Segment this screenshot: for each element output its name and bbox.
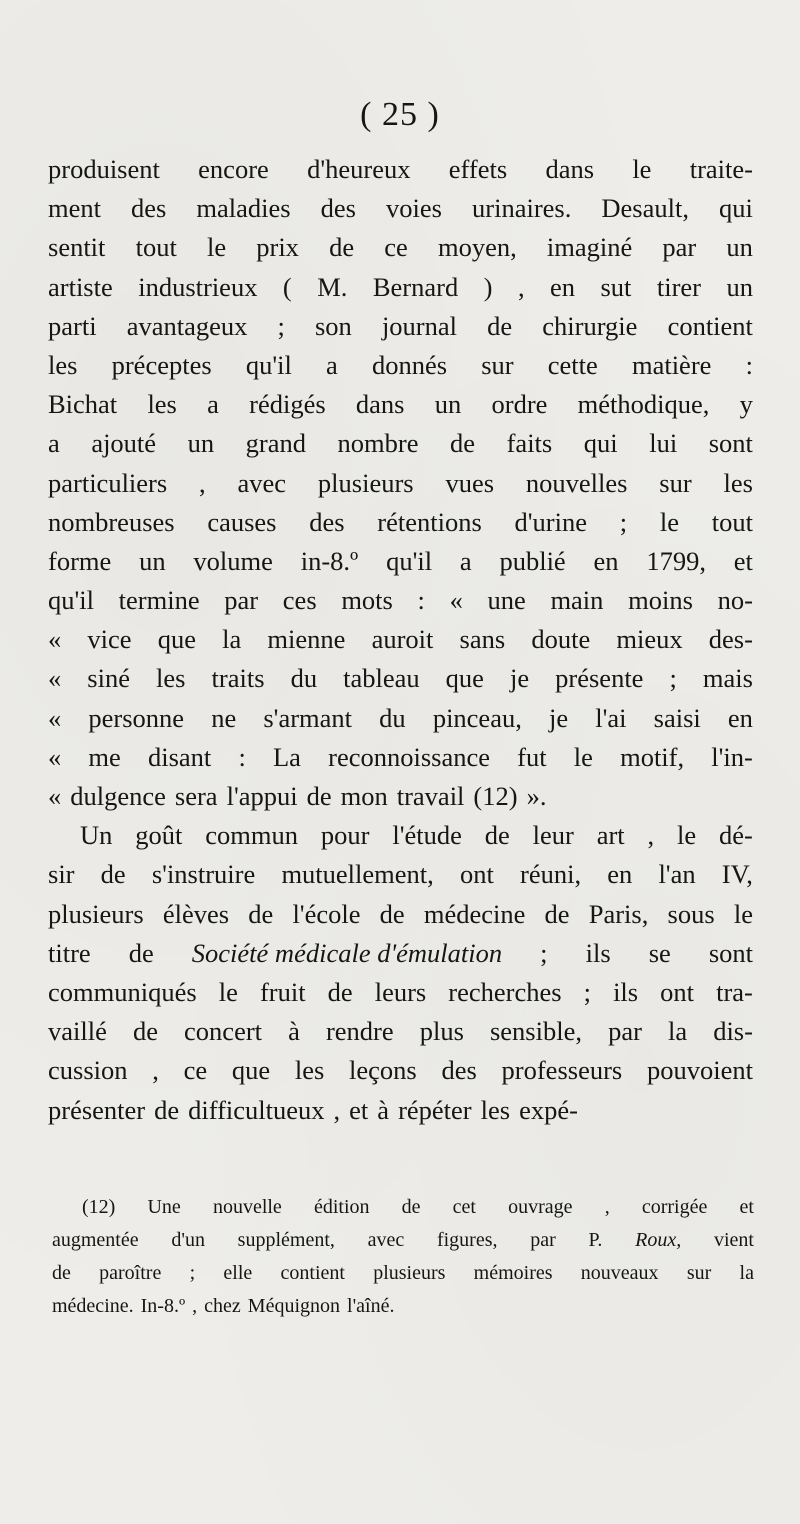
body-line: qu'il termine par ces mots : « une main moins no- <box>48 585 753 616</box>
body-line: Bichat les a rédigés dans un ordre méthodique, y <box>48 389 753 420</box>
body-line: a ajouté un grand nombre de faits qui lui sont <box>48 428 753 459</box>
footnote-line: augmentée d'un supplément, avec figures, par P. Roux, vient <box>52 1229 754 1251</box>
footnote-line: de paroître ; elle contient plusieurs mémoires nouveaux sur la <box>52 1262 754 1284</box>
body-line: les préceptes qu'il a donnés sur cette matière : <box>48 349 753 380</box>
body-line: particuliers , avec plusieurs vues nouvelles sur les <box>48 467 753 498</box>
body-line: parti avantageux ; son journal de chirurgie contient <box>48 310 753 341</box>
body-line: présenter de difficultueux , et à répéter les expé- <box>48 1094 578 1125</box>
body-line: « siné les traits du tableau que je présente ; mais <box>48 663 753 694</box>
body-line: « me disant : La reconnoissance fut le motif, l'in- <box>48 741 753 772</box>
body-line: cussion , ce que les leçons des professeurs pouvoient <box>48 1055 753 1086</box>
body-line: produisent encore d'heureux effets dans le traite- <box>48 154 753 184</box>
footnote-line: médecine. In-8.º , chez Méquignon l'aîné. <box>52 1295 395 1317</box>
page-number: ( 25 ) <box>360 96 440 133</box>
body-line: vaillé de concert à rendre plus sensible, par la dis- <box>48 1016 753 1047</box>
body-line: plusieurs élèves de l'école de médecine de Paris, sous le <box>48 898 753 929</box>
footnote-line: (12) Une nouvelle édition de cet ouvrage , corrigée et <box>82 1196 754 1218</box>
body-line: nombreuses causes des rétentions d'urine ; le tout <box>48 506 753 537</box>
body-line: Un goût commun pour l'étude de leur art , le dé- <box>80 820 753 851</box>
body-line: communiqués le fruit de leurs recherches ; ils ont tra- <box>48 976 753 1007</box>
body-line: « personne ne s'armant du pinceau, je l'ai saisi en <box>48 702 753 733</box>
body-line: forme un volume in-8.º qu'il a publié en 1799, et <box>48 545 753 576</box>
body-line: « vice que la mienne auroit sans doute mieux des- <box>48 624 753 655</box>
body-line: sentit tout le prix de ce moyen, imaginé par un <box>48 232 753 263</box>
body-line: « dulgence sera l'appui de mon travail (12) ». <box>48 781 547 811</box>
body-line: titre de Société médicale d'émulation ; ils se sont <box>48 937 753 968</box>
body-text <box>48 150 753 1130</box>
body-line: artiste industrieux ( M. Bernard ) , en sut tirer un <box>48 271 753 302</box>
body-line: ment des maladies des voies urinaires. Desault, qui <box>48 193 753 224</box>
body-line: sir de s'instruire mutuellement, ont réuni, en l'an IV, <box>48 859 753 890</box>
footnote <box>52 1191 754 1323</box>
